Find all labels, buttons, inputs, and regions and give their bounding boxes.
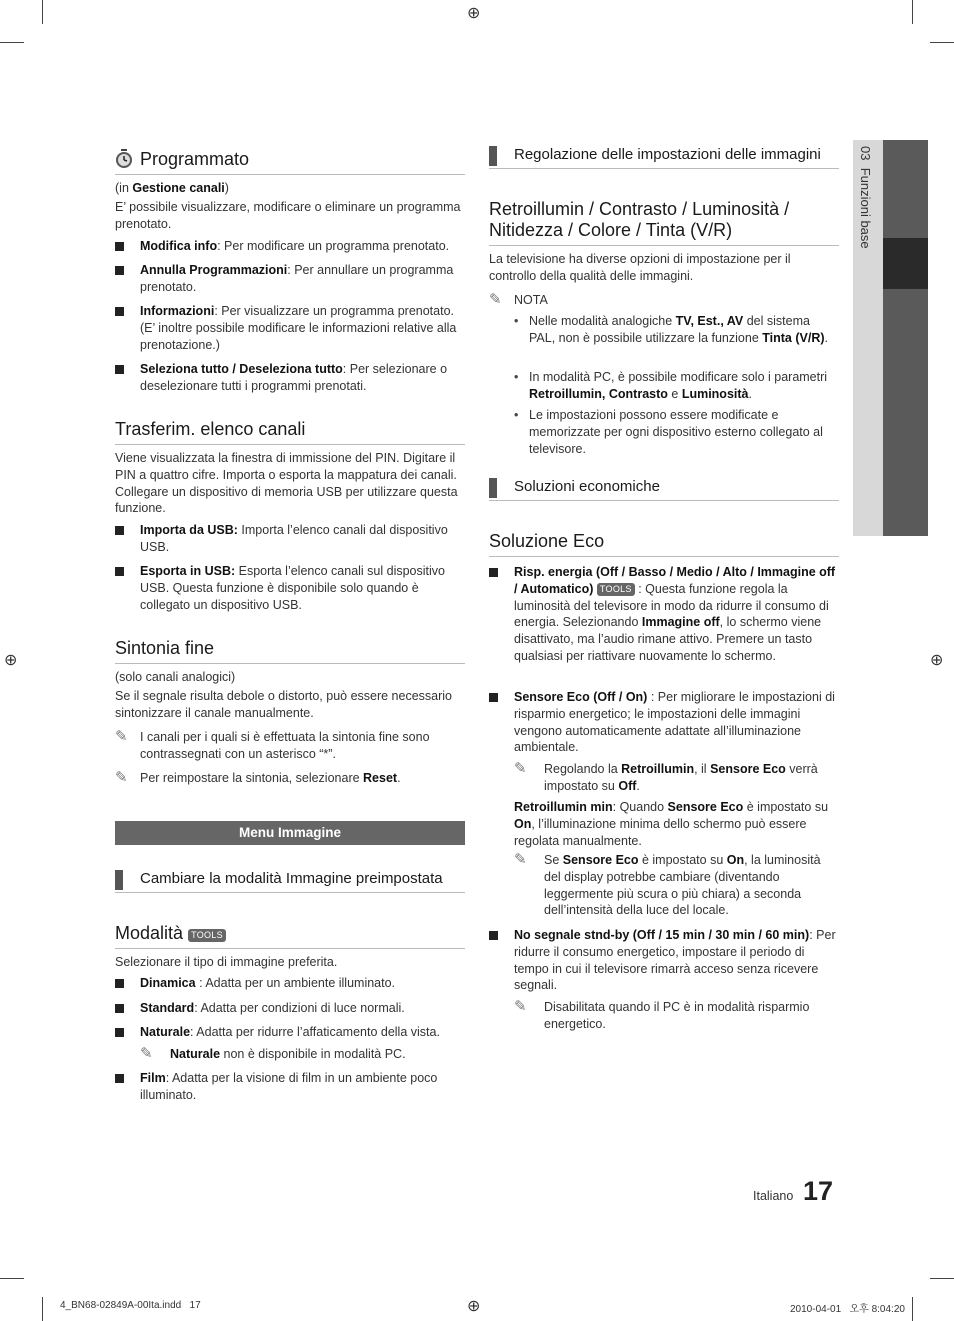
pencil-note-icon: ✎ (514, 998, 527, 1015)
list-item: Informazioni: Per visualizzare un programma prenotato. (E’ inoltre possibile modificare le informazioni relative alla prenotazione.) (115, 303, 465, 353)
tools-badge-icon: TOOLS (597, 583, 635, 596)
intro-text: Viene visualizzata la finestra di immissione del PIN. Digitare il PIN a quattro cifre. Importa o esporta la mappatura dei canali. Collegare un dispositivo di memoria USB per utilizzare questa funzione. (115, 451, 458, 516)
paragraph: Retroillumin min: Quando Sensore Eco è impostato su On, l’illuminazione minima dello schermo può essere regolata manualmente. (514, 800, 829, 848)
crop-mark (912, 1297, 913, 1321)
note: ✎ Se Sensore Eco è impostato su On, la luminosità del display potrebbe cambiare (diventando leggermente più scura o più chiara) a seconda dell’intensità della luce del locale. (514, 851, 821, 918)
page-number: 17 (803, 1176, 834, 1206)
section-title-programmato: Programmato (115, 149, 465, 175)
note: ✎ Naturale non è disponibile in modalità PC. (140, 1045, 406, 1062)
registration-mark-icon: ⊕ (467, 5, 481, 22)
registration-mark-icon: ⊕ (4, 652, 18, 669)
context-text: (in Gestione canali) (115, 181, 229, 195)
section-title-modalita: Modalità TOOLS (115, 923, 465, 949)
section-title-sintonia: Sintonia fine (115, 638, 465, 664)
list-item: Importa da USB: Importa l’elenco canali dal dispositivo USB. (115, 522, 465, 556)
list-item: Naturale: Adatta per ridurre l’affaticamento della vista. (115, 1024, 465, 1041)
list-item: Sensore Eco (Off / On) : Per migliorare le impostazioni di risparmio energetico; le impostazioni delle immagini vengono automaticamente adattate all’illuminazione ambientale. (489, 689, 839, 756)
list-item: Annulla Programmazioni: Per annullare un programma prenotato. (115, 262, 465, 296)
list-item: Esporta in USB: Esporta l’elenco canali sul dispositivo USB. Questa funzione è disponibile solo quando è collegato un dispositivo USB. (115, 563, 465, 613)
note: ✎ Regolando la Retroillumin, il Sensore Eco verrà impostato su Off. (514, 760, 818, 793)
bullet-item: • Nelle modalità analogiche TV, Est., AV del sistema PAL, non è possibile utilizzare la funzione Tinta (V/R). (514, 314, 829, 345)
list-item: Standard: Adatta per condizioni di luce normali. (115, 1000, 465, 1017)
pencil-note-icon: ✎ (514, 760, 527, 777)
subsection-title: Cambiare la modalità Immagine preimpostata (115, 870, 465, 893)
crop-mark (0, 42, 24, 43)
side-tab-label: 03 Funzioni base (858, 146, 873, 249)
subsection-title: Regolazione delle impostazioni delle immagini (489, 146, 839, 169)
menu-bar: Menu Immagine (115, 821, 465, 845)
pencil-note-icon: ✎ (115, 728, 128, 745)
side-tab-dark (883, 140, 928, 536)
bullet-item: • Le impostazioni possono essere modificate e memorizzate per ogni dispositivo esterno collegato al televisore. (514, 408, 823, 456)
note: ✎ Per reimpostare la sintonia, selezionare Reset. (115, 769, 401, 786)
crop-mark (930, 1278, 954, 1279)
note: ✎ Disabilitata quando il PC è in modalità risparmio energetico. (514, 998, 810, 1031)
pencil-note-icon: ✎ (489, 291, 502, 308)
list-item: Risp. energia (Off / Basso / Medio / Alto / Immagine off / Automatico) TOOLS : Questa funzione regola la luminosità del televisore in modo da ridurre il consumo di energia. Selezionando Immagine off, lo schermo viene disattivato, ma l’audio rimane attivo. Premere un tasto qualsiasi per riattivare nuovamente lo schermo. (489, 564, 839, 665)
intro-text: E’ possibile visualizzare, modificare o eliminare un programma prenotato. (115, 200, 461, 231)
footer-filename: 4_BN68-02849A-00Ita.indd 17 (60, 1300, 201, 1311)
list-item: Dinamica : Adatta per un ambiente illuminato. (115, 975, 465, 992)
intro-text: Selezionare il tipo di immagine preferita. (115, 955, 338, 969)
pencil-note-icon: ✎ (514, 851, 527, 868)
context-text: (solo canali analogici) (115, 670, 236, 684)
note-heading: ✎ NOTA (489, 291, 548, 308)
intro-text: Se il segnale risulta debole o distorto, può essere necessario sintonizzare il canale manualmente. (115, 689, 453, 720)
section-title-eco: Soluzione Eco (489, 531, 839, 557)
crop-mark (930, 42, 954, 43)
footer-language: Italiano (753, 1189, 794, 1203)
list-item: Modifica info: Per modificare un programma prenotato. (115, 238, 465, 255)
registration-mark-icon: ⊕ (930, 652, 944, 669)
side-tab-highlight (883, 238, 928, 289)
crop-mark (0, 1278, 24, 1279)
section-title-trasferim: Trasferim. elenco canali (115, 419, 465, 445)
list-item: Seleziona tutto / Deseleziona tutto: Per selezionare o deselezionare tutti i programmi prenotati. (115, 361, 465, 395)
pencil-note-icon: ✎ (115, 769, 128, 786)
registration-mark-icon: ⊕ (467, 1298, 481, 1315)
section-title-retro: Retroillumin / Contrasto / Luminosità / Nitidezza / Colore / Tinta (V/R) (489, 199, 839, 246)
list-item: No segnale stnd-by (Off / 15 min / 30 min / 60 min): Per ridurre il consumo energetico, impostare il periodo di tempo in cui il televisore rimarrà acceso senza ricevere segnali. (489, 927, 839, 994)
crop-mark (912, 0, 913, 24)
tools-badge-icon: TOOLS (188, 929, 226, 942)
bullet-item: • In modalità PC, è possibile modificare solo i parametri Retroillumin, Contrasto e Luminosità. (514, 370, 828, 401)
note: ✎ I canali per i quali si è effettuata la sintonia fine sono contrassegnati con un asterisco “*”. (115, 728, 430, 761)
list-item: Film: Adatta per la visione di film in un ambiente poco illuminato. (115, 1070, 465, 1104)
intro-text: La televisione ha diverse opzioni di impostazione per il controllo della qualità delle immagini. (489, 252, 791, 283)
crop-mark (42, 1297, 43, 1321)
pencil-note-icon: ✎ (140, 1045, 153, 1062)
footer-date: 2010-04-01 오후 8:04:20 (790, 1304, 905, 1315)
subsection-title: Soluzioni economiche (489, 478, 839, 501)
crop-mark (42, 0, 43, 24)
